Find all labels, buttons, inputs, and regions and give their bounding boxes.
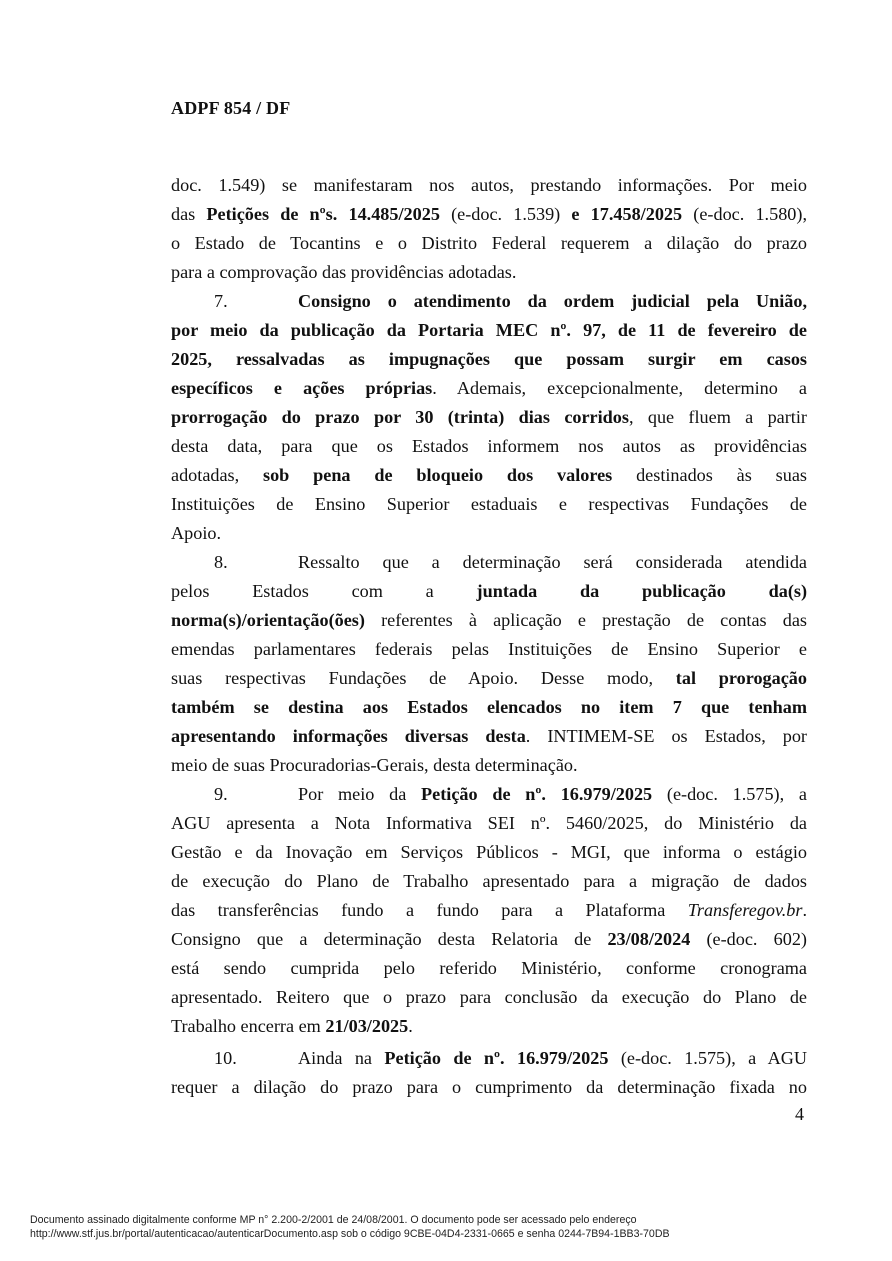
paragraph-number: 9. [214,784,228,804]
paragraph-8-first-line: 8. Ressalto que a determinação será considerada atendida [171,548,807,577]
paragraph-10-first-line: 10. Ainda na Petição de nº. 16.979/2025 (e-doc. 1.575), a AGU [171,1044,807,1073]
text-line: AGU apresenta a Nota Informativa SEI nº. 5460/2025, do Ministério da [171,813,807,833]
text-line: Trabalho encerra em 21/03/2025. [171,1016,413,1036]
text-line: emendas parlamentares federais pelas Instituições de Ensino Superior e [171,639,807,659]
text-line: por meio da publicação da Portaria MEC nº. 97, de 11 de fevereiro de [171,320,807,340]
text-line: suas respectivas Fundações de Apoio. Desse modo, tal prorogação [171,668,807,688]
text-line: das Petições de nºs. 14.485/2025 (e-doc. 1.539) e 17.458/2025 (e-doc. 1.580), [171,204,807,224]
text-line: pelos Estados com a juntada da publicação da(s) [171,581,808,601]
text-line: prorrogação do prazo por 30 (trinta) dias corridos, que fluem a partir [171,407,807,427]
paragraph-number: 7. [214,291,228,311]
paragraph-9-first-line: 9. Por meio da Petição de nº. 16.979/2025 (e-doc. 1.575), a [171,780,807,809]
text-line: Gestão e da Inovação em Serviços Públicos - MGI, que informa o estágio [171,842,807,862]
paragraph-number: 8. [214,552,228,572]
text-line: específicos e ações próprias. Ademais, excepcionalmente, determino a [171,378,807,398]
footer-link-line[interactable]: http://www.stf.jus.br/portal/autenticacao/autenticarDocumento.asp sob o código 9CBE-04D4-2331-0665 e senha 0244-7B94-1BB3-70DB [30,1228,670,1240]
document-header: ADPF 854 / DF [171,98,291,118]
text-line: meio de suas Procuradorias-Gerais, desta determinação. [171,755,578,775]
text-line: das transferências fundo a fundo para a Plataforma Transferegov.br. [171,900,807,920]
text-line: o Estado de Tocantins e o Distrito Federal requerem a dilação do prazo [171,233,807,253]
text-line: para a comprovação das providências adotadas. [171,262,517,282]
text-line: 2025, ressalvadas as impugnações que possam surgir em casos [171,349,807,369]
text-line: Instituições de Ensino Superior estaduais e respectivas Fundações de [171,494,807,514]
text-line: Apoio. [171,523,222,543]
text-line: doc. 1.549) se manifestaram nos autos, prestando informações. Por meio [171,175,807,195]
text-line: está sendo cumprida pelo referido Ministério, conforme cronograma [171,958,807,978]
digital-signature-footer [30,1213,670,1241]
text-line: apresentando informações diversas desta. INTIMEM-SE os Estados, por [171,726,807,746]
text-line: desta data, para que os Estados informem nos autos as providências [171,436,807,456]
paragraph-7-first-line: 7. Consigno o atendimento da ordem judicial pela União, [171,287,807,316]
paragraph-number: 10. [214,1048,237,1068]
text-line: norma(s)/orientação(ões) referentes à aplicação e prestação de contas das [171,610,807,630]
text-line: de execução do Plano de Trabalho apresentado para a migração de dados [171,871,807,891]
document-body [171,171,807,1102]
footer-line: Documento assinado digitalmente conforme MP n° 2.200-2/2001 de 24/08/2001. O documento pode ser acessado pelo endereço [30,1214,637,1226]
text-line: requer a dilação do prazo para o cumprimento da determinação fixada no [171,1077,807,1097]
page-number: 4 [795,1104,804,1124]
text-line: também se destina aos Estados elencados no item 7 que tenham [171,697,807,717]
text-line: apresentado. Reitero que o prazo para conclusão da execução do Plano de [171,987,807,1007]
text-line: adotadas, sob pena de bloqueio dos valores destinados às suas [171,465,807,485]
text-line: Consigno que a determinação desta Relatoria de 23/08/2024 (e-doc. 602) [171,929,807,949]
